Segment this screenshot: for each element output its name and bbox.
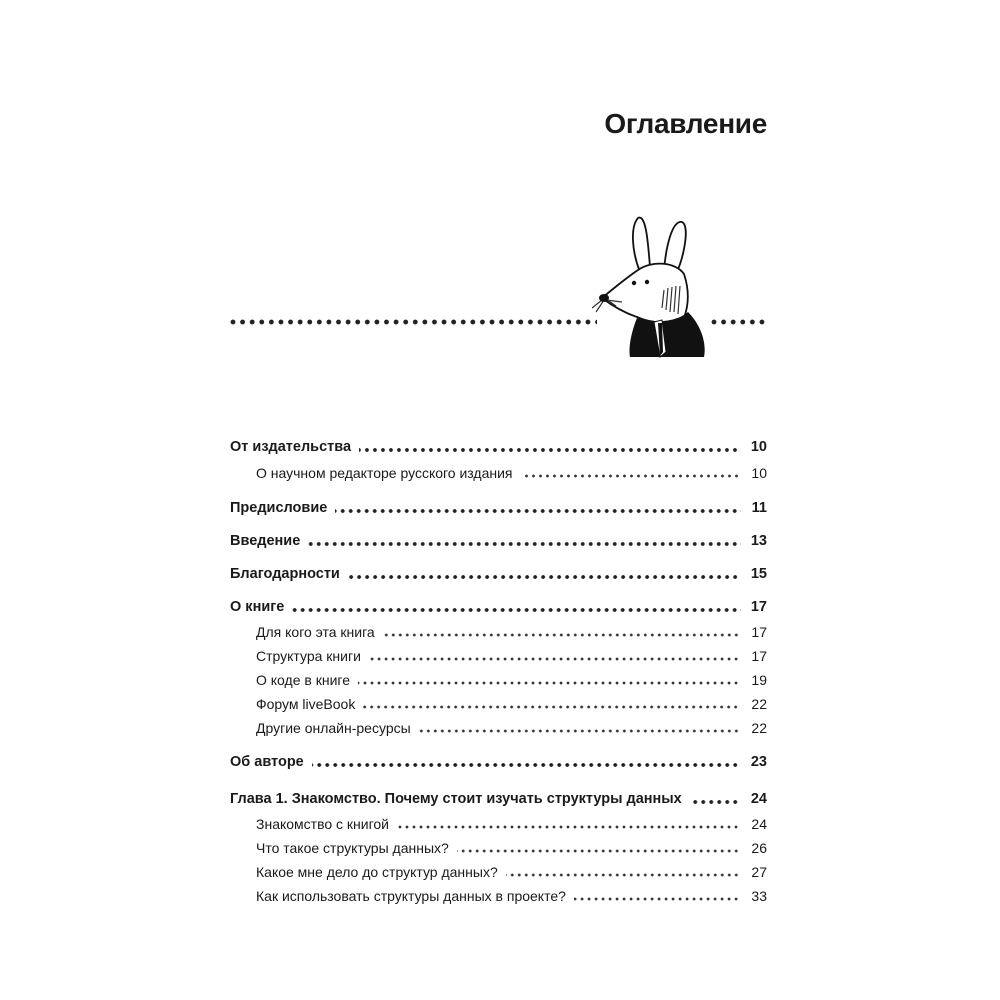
toc-entry[interactable]: [256, 839, 767, 857]
toc-page-number: 15: [750, 566, 767, 582]
toc-entry-label: Форум liveBook: [256, 696, 356, 712]
toc-page-number: 33: [751, 888, 767, 904]
toc-page-number: 22: [751, 720, 767, 736]
toc-page-number: 24: [751, 816, 767, 832]
toc-entry-label: Знакомство с книгой: [256, 816, 390, 832]
mouse-mascot-illustration: [592, 212, 717, 362]
toc-entry-label: Благодарности: [230, 566, 340, 582]
toc-entry-label: Другие онлайн-ресурсы: [256, 720, 411, 736]
toc-entry[interactable]: [230, 532, 767, 550]
toc-entry[interactable]: [256, 647, 767, 665]
toc-entry-label: Что такое структуры данных?: [256, 840, 449, 856]
toc-entry[interactable]: [230, 438, 767, 456]
toc-entry[interactable]: [256, 887, 767, 905]
toc-page-number: 19: [751, 672, 767, 688]
dot-leader: [574, 897, 741, 901]
toc-entry[interactable]: [230, 499, 767, 517]
toc-entry[interactable]: [256, 863, 767, 881]
toc-entry-label: Структура книги: [256, 648, 361, 664]
dot-leader: [369, 657, 741, 661]
toc-entry-label: Введение: [230, 533, 301, 549]
toc-page-number: 17: [750, 599, 767, 615]
dot-leader: [363, 705, 741, 709]
dot-leader: [359, 448, 741, 452]
toc-entry[interactable]: [230, 598, 767, 616]
toc-page-number: 17: [751, 624, 767, 640]
toc-page-number: 24: [750, 791, 767, 807]
toc-entry-label: Об авторе: [230, 754, 304, 770]
toc-page-number: 10: [750, 439, 767, 455]
dot-leader: [419, 729, 741, 733]
toc-entry[interactable]: [256, 623, 767, 641]
toc-entry-label: О книге: [230, 599, 285, 615]
toc-entry[interactable]: [256, 464, 767, 482]
dot-leader: [457, 849, 741, 853]
toc-page-number: 23: [750, 754, 767, 770]
dot-leader: [308, 542, 741, 546]
toc-page-number: 11: [751, 500, 767, 516]
page-title: Оглавление: [604, 108, 767, 139]
toc-page-number: 26: [751, 840, 767, 856]
toc-page-number: 27: [751, 864, 767, 880]
toc-entry[interactable]: [256, 815, 767, 833]
toc-page-number: 10: [751, 465, 767, 481]
toc-entry[interactable]: [256, 695, 767, 713]
toc-entry-label: Для кого эта книга: [256, 624, 375, 640]
toc-entry-label: Глава 1. Знакомство. Почему стоит изучать структуры данных: [230, 791, 682, 807]
toc-entry-label: О научном редакторе русского издания: [256, 465, 513, 481]
dot-leader: [690, 800, 741, 804]
dot-leader: [292, 608, 741, 612]
toc-entry-label: От издательства: [230, 439, 352, 455]
toc-entry-label: О коде в книге: [256, 672, 350, 688]
toc-entry-label: Как использовать структуры данных в проекте?: [256, 888, 566, 904]
dotted-divider: [711, 319, 769, 325]
dot-leader: [521, 474, 741, 478]
toc-page-number: 22: [751, 696, 767, 712]
toc-entry-label: Предисловие: [230, 500, 328, 516]
dot-leader: [506, 873, 741, 877]
dot-leader: [348, 575, 741, 579]
toc-entry[interactable]: [230, 565, 767, 583]
dot-leader: [335, 509, 741, 513]
toc-entry-label: Какое мне дело до структур данных?: [256, 864, 498, 880]
toc-entry[interactable]: [256, 671, 767, 689]
dot-leader: [397, 825, 741, 829]
toc-page-number: 13: [750, 533, 767, 549]
toc-entry[interactable]: [230, 790, 767, 808]
dotted-divider: [230, 319, 597, 325]
toc-page-number: 17: [751, 648, 767, 664]
dot-leader: [358, 681, 741, 685]
dot-leader: [383, 633, 741, 637]
dot-leader: [312, 763, 741, 767]
toc-entry[interactable]: [230, 753, 767, 771]
toc-entry[interactable]: [256, 719, 767, 737]
